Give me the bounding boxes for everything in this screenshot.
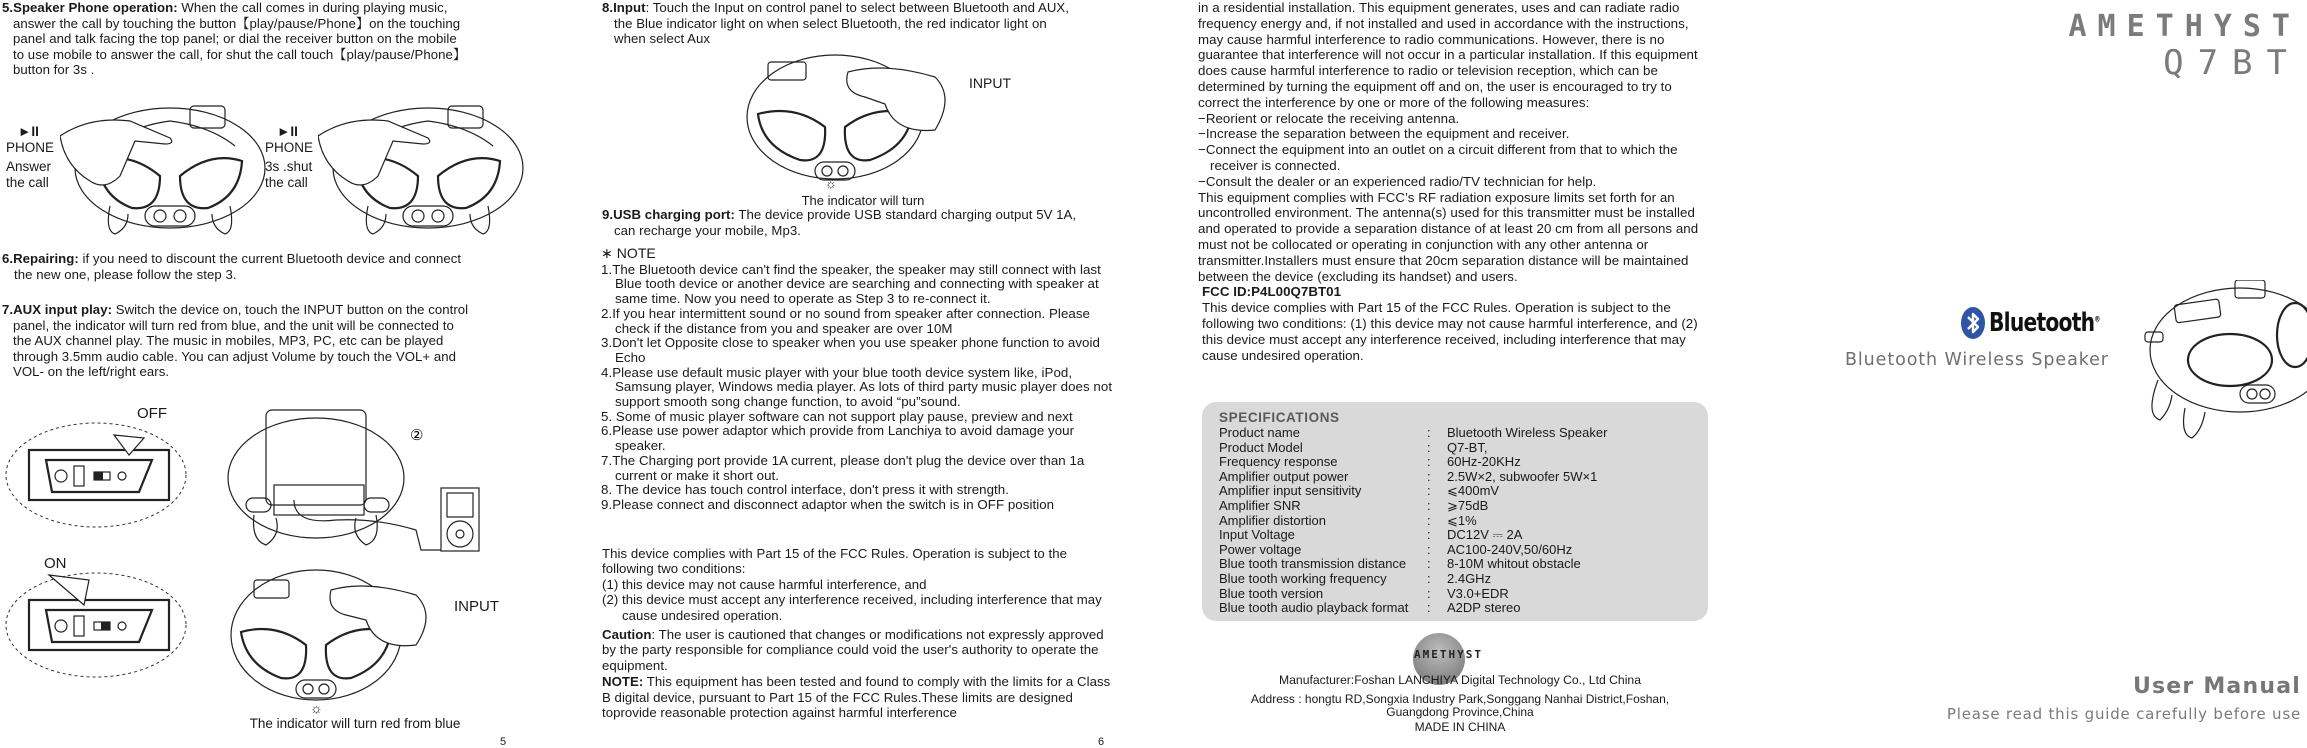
section-text: VOL- on the left/right ears. bbox=[13, 364, 170, 380]
spec-row: Blue tooth audio playback format : A2DP stereo bbox=[1219, 600, 1521, 616]
section-heading: 7.AUX input play: bbox=[2, 302, 113, 317]
page-number: 5 bbox=[500, 736, 507, 748]
spec-key: Product Model bbox=[1219, 439, 1303, 455]
spec-key: Product name bbox=[1219, 425, 1300, 440]
spec-row: Input Voltage : DC12V ⎓ 2A bbox=[1219, 527, 1523, 543]
interference-text: in a residential installation. This equipment generates, uses and can radiate radio frequency energy and, if not installed and used in accordance with the instructions, may cause harmful interference to radio communications. However, there is no guarantee that interference will not occur in a particular installation. If this equipment does cause harmful interference to radio or television reception, which can be determined by turning the equipment off and on, the user is encouraged to try to correct the interference by one or more of the following measures: bbox=[1198, 0, 1698, 110]
section-text: answer the call by touching the button【play/pause/Phone】on the touching bbox=[13, 15, 461, 31]
input-touch-illustration bbox=[226, 560, 466, 710]
section-text: through 3.5mm audio cable. You can adjust Volume by touch the VOL+ and bbox=[13, 348, 457, 364]
measure-item: −Consult the dealer or an experienced radio/TV technician for help. bbox=[1198, 173, 1597, 189]
caution-label: Caution bbox=[602, 627, 652, 643]
figure-caption: The indicator will turn red from blue bbox=[249, 716, 461, 731]
registered-mark: ® bbox=[2094, 314, 2100, 324]
note-item: 3.Don't let Opposite close to speaker when you use speaker phone function to avoid Echo bbox=[601, 335, 1100, 365]
section-text: : Touch the Input on control panel to select between Bluetooth and AUX, bbox=[645, 0, 1069, 15]
spec-key: Blue tooth transmission distance bbox=[1219, 556, 1407, 572]
play-pause-icon: ►II bbox=[277, 124, 298, 139]
spec-key: Blue tooth version bbox=[1219, 585, 1324, 601]
spec-row: Amplifier SNR : ⩾75dB bbox=[1219, 497, 1489, 513]
section-speaker-phone bbox=[2, 0, 522, 78]
phone-key-label: PHONE bbox=[265, 139, 314, 155]
spec-row: Amplifier output power : 2.5W×2, subwoofer 5W×1 bbox=[1219, 468, 1598, 484]
note-item: 2.If you hear intermittent sound or no sound from speaker after connection. Please check if the distance from you and speaker are over 10M bbox=[601, 305, 1090, 336]
spec-value: Q7-BT, bbox=[1447, 439, 1488, 455]
amethyst-logo-text: AMETHYST bbox=[1414, 648, 1483, 661]
specifications-box bbox=[1202, 402, 1708, 621]
speaker-hand-illustration bbox=[60, 96, 270, 241]
figure-caption: The indicator will turn bbox=[801, 193, 925, 208]
manual-page-5 bbox=[0, 0, 520, 748]
address-line: Guangdong Province,China bbox=[1386, 705, 1534, 719]
bluetooth-icon bbox=[1961, 307, 1985, 339]
section-text: to use mobile to answer the call, for shut the call touch【play/pause/Phone】 bbox=[13, 46, 467, 62]
spec-value: DC12V ⎓ 2A bbox=[1447, 527, 1523, 543]
section-heading: 5.Speaker Phone operation: bbox=[2, 0, 178, 15]
fcc-id: FCC ID:P4L00Q7BT01 bbox=[1202, 284, 1342, 300]
fcc-continued bbox=[1198, 0, 1713, 363]
spec-key: Blue tooth working frequency bbox=[1219, 570, 1387, 586]
measure-item: −Connect the equipment into an outlet on a circuit different from that to which the receiver is connected. bbox=[1198, 142, 1678, 173]
notes-heading: ∗ NOTE bbox=[601, 245, 656, 261]
note-text: This equipment has been tested and found to comply with the limits for a Class B digital device, pursuant to Part 15 of the FCC Rules.These limits are designed toprovide reasonable protection against harmful interference bbox=[602, 674, 1111, 721]
measure-item: −Increase the separation between the equipment and receiver. bbox=[1198, 126, 1570, 142]
spec-row: Amplifier input sensitivity : ⩽400mV bbox=[1219, 483, 1500, 499]
section-aux-input bbox=[2, 302, 522, 380]
spec-value: ⩾75dB bbox=[1447, 497, 1489, 513]
address-line: Address : hongtu RD,Songxia Industry Park,Songgang Nanhai District,Foshan, bbox=[1250, 692, 1670, 706]
spec-key: Frequency response bbox=[1219, 454, 1338, 470]
fcc-section bbox=[602, 546, 1117, 720]
spec-value: A2DP stereo bbox=[1447, 600, 1521, 616]
brand-name: AMETHYST bbox=[2068, 9, 2301, 44]
spec-key: Amplifier output power bbox=[1219, 468, 1349, 484]
spec-key: Input Voltage bbox=[1219, 527, 1295, 543]
spec-value: Bluetooth Wireless Speaker bbox=[1447, 425, 1608, 440]
caution-text: : The user is cautioned that changes or modifications not expressly approved by the party responsible for compliance could void the user's authority to operate the equipment. bbox=[602, 627, 1104, 673]
figure-caption-line: the call bbox=[265, 174, 308, 190]
rf-exposure-text: This equipment complies with FCC’s RF radiation exposure limits set forth for an uncontrolled environment. The antenna(s) used for this transmitter must be installed and operated to provide a separation distance of at least 20 cm from all persons and must not be collocated or operating in conjunction with any other antenna or transmitter.Installers must ensure that 20cm separation distance will be maintained between the device (excluding its handset) and users. bbox=[1198, 189, 1699, 284]
section-heading: 6.Repairing: bbox=[2, 251, 79, 266]
spec-value: AC100-240V,50/60Hz bbox=[1447, 541, 1573, 557]
section-text: if you need to discount the current Bluetooth device and connect bbox=[78, 251, 462, 266]
note-item: 9.Please connect and disconnect adaptor when the switch is in OFF position bbox=[601, 496, 1055, 512]
section-text: Switch the device on, touch the INPUT button on the control bbox=[112, 302, 469, 317]
section-heading: 9.USB charging port: bbox=[602, 207, 735, 222]
fcc-condition: (1) this device may not cause harmful interference, and bbox=[602, 576, 927, 592]
spec-value: ⩽1% bbox=[1447, 512, 1477, 528]
bluetooth-wordmark bbox=[1989, 308, 2100, 338]
spec-key: Amplifier SNR bbox=[1219, 497, 1301, 513]
input-label: INPUT bbox=[454, 598, 499, 615]
play-pause-icon: ►II bbox=[18, 124, 39, 139]
spec-key: Amplifier input sensitivity bbox=[1219, 483, 1362, 499]
section-text: when select Aux bbox=[614, 31, 711, 47]
spec-row: Frequency response : 60Hz-20KHz bbox=[1219, 454, 1521, 470]
spec-row: Product name : Bluetooth Wireless Speaker bbox=[1219, 425, 1608, 440]
section-text: When the call comes in during playing music, bbox=[177, 0, 448, 15]
manual-page-6 bbox=[598, 0, 1118, 748]
notes-list bbox=[601, 246, 1116, 513]
step-2-marker: ② bbox=[410, 427, 424, 444]
switch-on-illustration bbox=[4, 570, 189, 680]
bluetooth-word: Bluetooth bbox=[1989, 308, 2095, 338]
indicator-light-icon: ☼ bbox=[310, 700, 323, 716]
section-text: panel and talk facing the top panel; or dial the receiver button on the mobile bbox=[13, 31, 457, 47]
phone-key-label: PHONE bbox=[6, 139, 55, 155]
input-label: INPUT bbox=[969, 75, 1011, 91]
measure-item: −Reorient or relocate the receiving antenna. bbox=[1198, 110, 1460, 126]
note-item: 6.Please use power adaptor which provide from Lanchiya to avoid damage your speaker. bbox=[601, 423, 1075, 454]
spec-value: 2.5W×2, subwoofer 5W×1 bbox=[1447, 468, 1598, 484]
section-text: The device provide USB standard charging output 5V 1A, bbox=[734, 207, 1077, 222]
off-label: OFF bbox=[137, 405, 167, 422]
spec-row: Blue tooth version : V3.0+EDR bbox=[1219, 585, 1509, 601]
fcc-compliance-text: This device complies with Part 15 of the FCC Rules. Operation is subject to the following two conditions: (1) this device may not cause harmful interference, and (2) this device must accept any interference received, including interference that may cause undesired operation. bbox=[1202, 300, 1698, 363]
section-usb-charging bbox=[602, 207, 1122, 238]
note-item: 4.Please use default music player with your blue tooth device system like, iPod, Samsung player, Windows media player. As lots of third party music player does not support smooth song change function, to avoid “pu”sound. bbox=[601, 364, 1113, 410]
rear-view-aux-illustration bbox=[226, 400, 496, 560]
section-text: the new one, please follow the step 3. bbox=[14, 266, 237, 282]
spec-value: 2.4GHz bbox=[1447, 570, 1492, 586]
section-text: panel, the indicator will turn red from blue, and the unit will be connected to bbox=[13, 317, 454, 333]
spec-key: Power voltage bbox=[1219, 541, 1302, 557]
model-name: Q7BT bbox=[2163, 43, 2301, 83]
spec-value: 8-10M whitout obstacle bbox=[1447, 556, 1581, 572]
switch-off-illustration bbox=[4, 420, 189, 530]
product-type: Bluetooth Wireless Speaker bbox=[1845, 350, 2109, 370]
section-text: the Blue indicator light on when select Bluetooth, the red indicator light on bbox=[614, 15, 1047, 31]
figure-caption-line: Answer bbox=[6, 159, 52, 174]
made-in: MADE IN CHINA bbox=[1414, 720, 1506, 734]
note-item: 8. The device has touch control interface, don't press it with strength. bbox=[601, 482, 1009, 498]
manual-subtitle: Please read this guide carefully before use bbox=[1946, 705, 2301, 723]
note-label: NOTE: bbox=[602, 674, 644, 690]
section-text: the AUX channel play. The music in mobiles, MP3, PC, etc can be played bbox=[13, 333, 444, 349]
spec-row: Blue tooth transmission distance : 8-10M whitout obstacle bbox=[1219, 556, 1581, 572]
spec-value: V3.0+EDR bbox=[1447, 585, 1509, 601]
spec-value: 60Hz-20KHz bbox=[1447, 454, 1521, 470]
speaker-product-illustration bbox=[2130, 280, 2307, 440]
note-item: 1.The Bluetooth device can't find the speaker, the speaker may still connect with last Blue tooth device or another device are searching and connecting with speaker at same time. Now you need to operate as Step 3 to re-connect it. bbox=[601, 261, 1101, 307]
shut-call-label bbox=[265, 124, 313, 190]
manufacturer: Manufacturer:Foshan LANCHIYA Digital Technology Co., Ltd China bbox=[1279, 673, 1641, 687]
note-item: 7.The Charging port provide 1A current, please don't plug the device over than 1a current or make it short out. bbox=[601, 452, 1085, 483]
input-touch-illustration bbox=[740, 42, 970, 192]
page-number: 6 bbox=[1098, 736, 1105, 748]
answer-call-label bbox=[6, 124, 54, 190]
spec-key: Blue tooth audio playback format bbox=[1219, 600, 1409, 616]
brand-logo bbox=[2069, 10, 2302, 82]
spec-row: Product Model : Q7-BT, bbox=[1219, 439, 1488, 455]
fcc-intro: This device complies with Part 15 of the FCC Rules. Operation is subject to the following two conditions: bbox=[602, 546, 1067, 577]
spec-row: Power voltage : AC100-240V,50/60Hz bbox=[1219, 541, 1573, 557]
spec-key: Amplifier distortion bbox=[1219, 512, 1326, 528]
section-text: can recharge your mobile, Mp3. bbox=[614, 222, 801, 238]
figure-caption-line: the call bbox=[6, 174, 49, 190]
speaker-hand-illustration bbox=[318, 96, 528, 241]
section-heading: 8.Input bbox=[602, 0, 646, 15]
figure-caption-line: 3s .shut bbox=[265, 159, 313, 174]
spec-value: ⩽400mV bbox=[1447, 483, 1500, 499]
note-item: 5. Some of music player software can not support play pause, preview and next bbox=[601, 408, 1073, 424]
on-label: ON bbox=[44, 555, 67, 572]
section-text: button for 3s . bbox=[13, 62, 95, 78]
specs-title: SPECIFICATIONS bbox=[1219, 410, 1340, 425]
spec-row: Blue tooth working frequency : 2.4GHz bbox=[1219, 570, 1492, 586]
section-input bbox=[602, 0, 1122, 47]
bluetooth-logo bbox=[1961, 307, 2131, 339]
fcc-condition: (2) this device must accept any interference received, including interference that may cause undesired operation. bbox=[602, 592, 1102, 623]
section-repairing bbox=[2, 251, 522, 282]
spec-row: Amplifier distortion : ⩽1% bbox=[1219, 512, 1477, 528]
manual-title: User Manual bbox=[2132, 674, 2301, 699]
manual-page-7 bbox=[1195, 0, 1720, 748]
indicator-light-icon: ☼ bbox=[825, 176, 837, 191]
